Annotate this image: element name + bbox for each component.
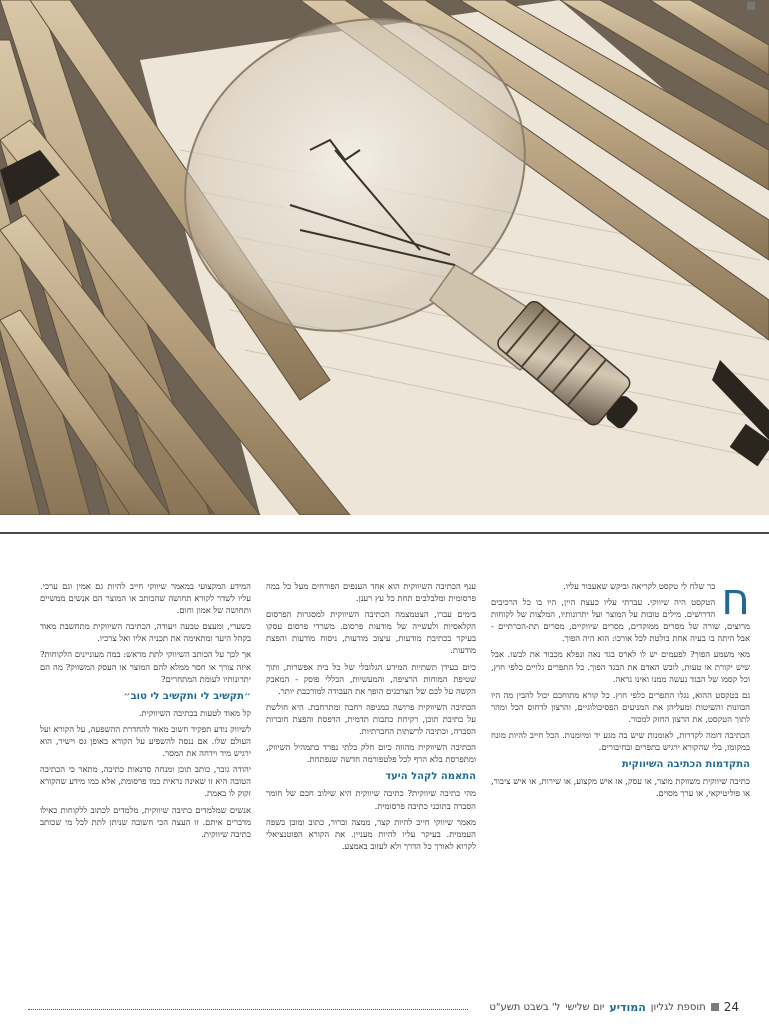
paragraph: אך לכך על הכותב השיווקי לתת מראש: במה מעוניינים הלקוחות? איזה צורך או חסר ממלא להם המוצר או העסק המשווק? מה הם יתרונותיו לעומת המתחרים? — [40, 649, 251, 684]
paragraph: הכתיבה דומה לקדרות, לאומנות שיש בה מגע יד ומיומנות. הכל חייב להיות מונח במקומו, בלי שהקורא ירגיש בתפרים ובחיבורים. — [491, 730, 750, 753]
article-column-left — [40, 580, 251, 975]
paragraph: קל מאוד לטעות בכתיבה השיווקית. — [138, 707, 251, 718]
footer-square-icon — [711, 1003, 719, 1011]
paragraph: כיום בעידן תשתיות המידע הגלובלי של כל בית אפשרות, ותוך שטיפת המוחות הרציפה, והמעשיות, הכללי פוסק - המאבק הקשה על לבם של הצרכנים הופך את העבודה למורכבת יותר. — [266, 661, 476, 696]
paragraph: הטקסט היה שיווקי. עברתי עליו כעצת היין, היו בו כל הרכיבים הדרושים. מילים טובות על המוצר ועל יתרונותיו, המלצות של לקוחות מרוצים, שורה של מסרים ממוקדים, מסרים שיווקיים, מסרים תת-הכרתיים - אבל היתה בו בעיה אחת בולטת לכל אורכו: הוא היה הפוך. — [491, 597, 750, 644]
footer-prefix: תוספת לגליון — [650, 1001, 706, 1013]
paragraph: בימים עברו, הצטמצמה הכתיבה השיווקית למסגרות הפרסום הקלאסיות ולעשייה של מודעות פרסום. משרדי פרסום עסקו בעיקר בכתיבת מודעות, עיצוב מודעות, ניסוח מודעות והפצת מודעות. — [266, 609, 476, 656]
paragraph: הכתיבה השיווקית פרושה כמניפה רחבה ומתרחבת. היא חולשת על כתיבת תוכן, רקיחת כתבות תדמית, הדפסת והפצת חוברות הסברה, וכתיבה לרשתות החברתיות. — [266, 701, 476, 737]
paragraph: המידע המקצועי במאמר שיווקי חייב להיות גם אמין וגם ערכי. עליו לשדר לקורא תחושה שהכותב או המוצר הם אנשים ממשיים ותחושה של אמון וחום. — [40, 581, 251, 616]
footer-date: ל' בשבט תשע"ט — [489, 1001, 561, 1013]
footer-dotted-rule — [28, 1009, 468, 1010]
corner-square-icon — [747, 2, 755, 10]
article-column-right — [491, 580, 750, 975]
footer-day: יום שלישי — [565, 1001, 605, 1013]
paragraph: מאי משמע הפוך? לפעמים יש לו לארס בגד נאה ונפלא מכבוד את לבשו. אבל שיש יקורת או טעות, לובש האדם את הבגד הפוך. כל התפרים גלויים כלפי חוץ, וכל קסמו של הבגד נעשה ממנו ואינו נראה. — [491, 649, 750, 684]
paragraph: כשערי, ומעצם טבעה ויעודה, הכתיבה השיווקית מתחשבת מאוד בקהל היעד ומתאימה את תכניה אליו ואל צרכיו. — [40, 621, 251, 644]
section-heading: ״תקשיב לי ותקשיב לי טוב״ — [123, 690, 251, 702]
page-number: 24 — [723, 1000, 739, 1014]
publication-brand: המודיע — [609, 1000, 646, 1014]
paragraph: לשיווק נודע תפקיד חשוב מאוד להחדרת ההשפעה, על הקורא ועל העולם שלו. אם ננסה להשפיע על הקורא באופן גס וישיר, הוא ירגיש מיד וידחה את המסר. — [40, 723, 251, 759]
section-heading: התקדמות הכתיבה השיווקית — [621, 759, 750, 771]
page-footer — [489, 1000, 739, 1014]
paragraph: מאמר שיווקי חייב להיות קצר, ממצה וברור, כתוב ומובן בשפה העממית. בעיקר עליו להיות מעניין. את הקורא הפוטנציאלי לקרוא לאורך כל הדרך ולא לעזוב באמצע. — [266, 816, 476, 851]
section-divider — [0, 532, 769, 534]
paragraph: כתיבה שיווקית משווקת מוצר, או עסק, או איש מקצוע, או שירות, או איש ציבור, או פוליטיקאי, או ערך מסוים. — [491, 776, 750, 799]
paragraph: הכתיבה השיווקית מהווה כיום חלק בלתי נפרד בתמהיל השיווק, ומתפרסת בלא הרף לכל פלטפורמה חדשה שנפתחת. — [266, 742, 476, 765]
drop-cap: ח — [721, 580, 750, 625]
paragraph: ענף הכתיבה השיווקית הוא אחד הענפים הפורחים מעל כל במה פרסומית ומלבלבים תחת כל עץ רענן. — [266, 581, 476, 604]
paragraph: בר שלח לי טקסט לקריאה וביקש שאעבור עליו. — [563, 581, 716, 591]
paragraph: מהי כתיבה שיווקית? כתיבה שיווקית היא שילוב חכם של חומר הסברה בתוכני כתיבה פרסומית. — [266, 788, 476, 811]
paragraph: גם בטקסט ההוא, נגלו התפרים כלפי חוץ. כל קורא מתוחכם יכול להבין מה היו הכוונות והשיטות ומעליהן את המניעים הפסיכולוגיים, והרצון לדחוס הכל ומהר לתוך הטקסט, את הרצון החזק למכור. — [491, 689, 750, 724]
section-heading: התאמה לקהל היעד — [385, 771, 476, 783]
article-column-middle — [266, 580, 476, 975]
paragraph: יהודה גובר, כותב תוכן ומנחה סדנאות כתיבה, מתאר כי הכתיבה הטובה היא זו שאינה נראית כמו פרסומת, אלא כמו מידע שהקורא זקוק לו באמת. — [40, 764, 251, 799]
paragraph: אנשים שמלמדים כתיבה שיווקית, מלמדים לכתוב ללקוחות כאילו מדברים איתם. זו העצה הכי חשובה שניתן לתת לכל מי שכותב כתיבה שיווקית. — [40, 804, 251, 839]
